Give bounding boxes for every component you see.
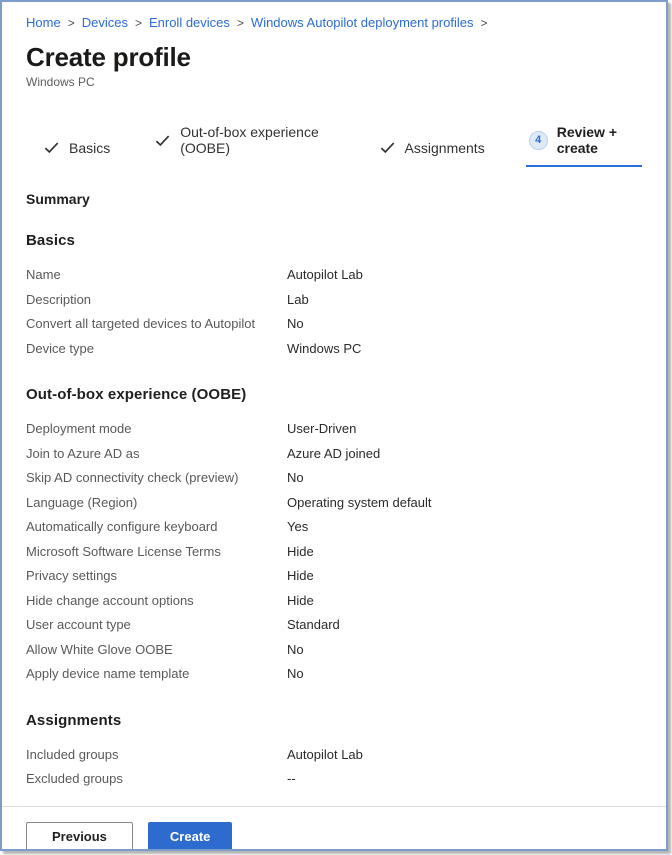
field-label: Allow White Glove OOBE [26,641,173,657]
footer [26,792,642,852]
breadcrumb-link-devices[interactable]: Devices [81,15,128,30]
field-label: Privacy settings [26,568,118,583]
page-subtitle: Windows PC [26,75,95,89]
summary-row [26,337,642,362]
field-label: Language (Region) [26,494,138,510]
summary-row [26,638,642,663]
breadcrumb-separator: > [134,16,142,30]
field-value: -- [287,771,296,786]
footer-divider [2,806,666,807]
field-value: No [287,316,304,331]
summary-row [26,312,642,337]
field-value: Lab [287,291,309,307]
field-value: Windows PC [287,340,362,356]
check-icon [379,139,396,156]
field-value: Hide [287,592,314,608]
field-label: Automatically configure keyboard [26,519,218,534]
breadcrumb-separator: > [236,16,244,30]
create-button[interactable]: Create [148,822,232,852]
tab-assignments[interactable] [376,133,488,167]
summary-row [26,767,642,792]
field-label: Deployment mode [26,421,132,436]
summary-row [26,743,642,768]
previous-button[interactable]: Previous [26,822,133,852]
wizard-tabs [40,118,642,167]
summary-row [26,564,642,589]
field-label: Description [26,291,92,307]
section-out-of-box-experience-oobe- [26,386,642,687]
field-value: No [287,470,304,485]
summary-row [26,589,642,614]
breadcrumb [26,14,642,32]
field-value: Operating system default [287,494,432,510]
tab-out-of-box-experience-oobe-[interactable] [151,118,337,167]
field-label: Hide change account options [26,592,194,608]
field-label: Name [26,267,61,282]
field-label: Microsoft Software License Terms [26,543,221,559]
summary-heading: Summary [26,191,90,207]
summary-row [26,662,642,687]
field-value: User-Driven [287,421,357,436]
field-label: Apply device name template [26,666,190,681]
footer-buttons [26,822,642,852]
field-value: No [287,641,304,657]
summary-row [26,442,642,467]
field-label: Device type [26,340,94,356]
field-value: Standard [287,617,340,632]
field-label: User account type [26,617,131,632]
page-title: Create profile [26,42,191,72]
summary-row [26,613,642,638]
summary-row [26,288,642,313]
tab-label: Assignments [404,139,485,156]
summary-row [26,466,642,491]
tab-label: Basics [69,139,111,156]
tab-label: Review + create [556,124,618,156]
field-value: Autopilot Lab [287,267,363,282]
field-label: Included groups [26,746,119,762]
section-basics [26,232,642,361]
section-title: Assignments [26,711,122,729]
summary-row [26,491,642,516]
tab-label: Out-of-box experience (OOBE) [180,124,319,156]
summary-sections [26,207,642,792]
section-assignments [26,712,642,792]
summary-row [26,540,642,565]
step-number-badge: 4 [529,131,548,150]
field-label: Convert all targeted devices to Autopilot [26,316,256,331]
field-value: Autopilot Lab [287,746,363,762]
summary-row [26,263,642,288]
field-value: Hide [287,543,314,559]
field-label: Skip AD connectivity check (preview) [26,470,239,485]
breadcrumb-link-home[interactable]: Home [26,15,61,30]
summary-row [26,417,642,442]
field-label: Excluded groups [26,771,123,786]
field-value: Azure AD joined [287,445,381,461]
field-label: Join to Azure AD as [26,445,140,461]
field-value: Yes [287,519,309,534]
section-title: Basics [26,232,75,249]
field-value: No [287,666,304,681]
breadcrumb-link-enroll-devices[interactable]: Enroll devices [148,15,230,30]
field-value: Hide [287,568,314,583]
breadcrumb-separator: > [480,16,488,30]
summary-row [26,515,642,540]
section-title: Out-of-box experience (OOBE) [26,386,247,403]
tab-review-create[interactable] [526,118,642,167]
check-icon [43,139,60,156]
check-icon [154,132,171,149]
breadcrumb-separator: > [67,16,75,30]
tab-basics[interactable] [40,133,113,167]
breadcrumb-link-windows-autopilot-deployment-profiles[interactable]: Windows Autopilot deployment profiles [250,15,474,30]
